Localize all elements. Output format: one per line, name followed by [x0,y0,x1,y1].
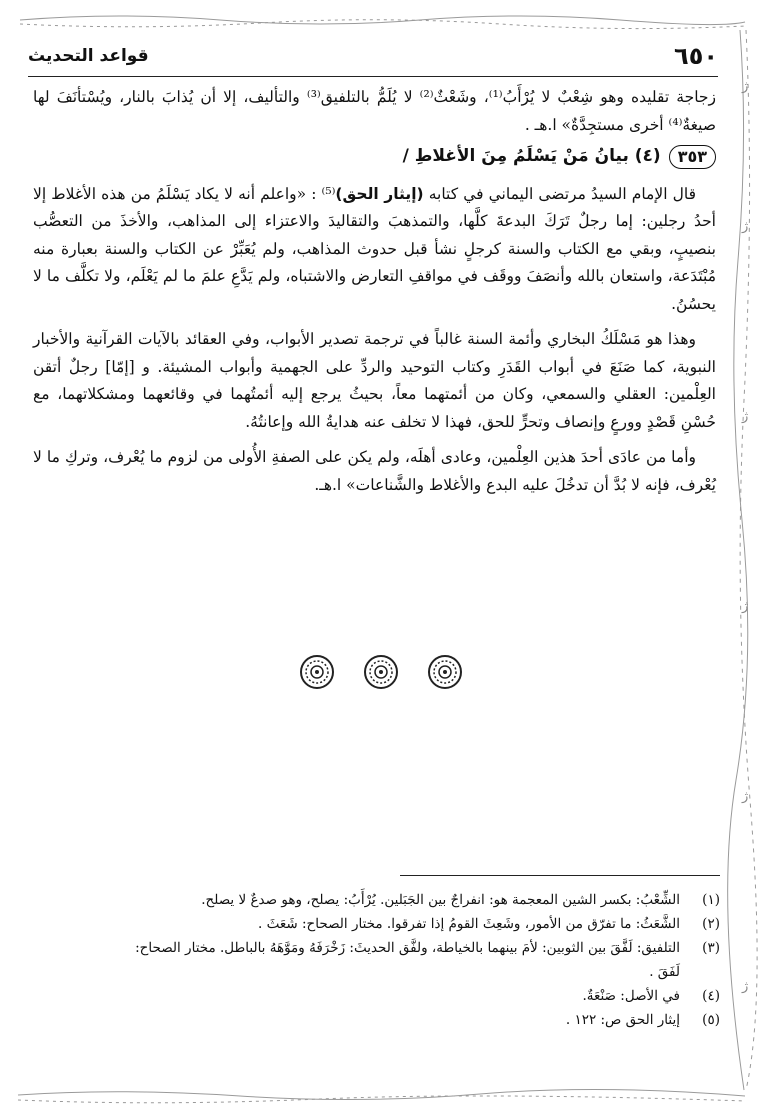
svg-text:ﮊ: ﮊ [742,409,749,424]
svg-text:ﮊ: ﮊ [742,979,749,994]
svg-text:ﮊ: ﮊ [742,79,749,94]
paragraph-3: وأما من عادَى أحدَ هذين العِلْمين، وعادى أهلَه، ولم يكن على الصفةِ الأُولى من لزوم ما يُعْرف، وتركِ ما لا يُعْرف، فإنه لا بُدَّ أن تدخُلَ عليه البدع والأغلاط والشَّناعات» ا.هـ. [33,448,716,494]
footnote-text: إيثار الحق ص: ١٢٢ . [565,1012,680,1028]
footnote-divider [400,875,720,876]
section-number-badge: ٣٥٣ [669,145,716,169]
ornament-row [0,654,761,690]
paragraph-1-start: قال الإمام السيدُ مرتضى اليماني في كتابه [428,184,697,203]
main-text [33,84,716,507]
section-heading [33,143,716,171]
footnote-number: (٤) [702,988,720,1004]
footnote-item [120,936,720,960]
footnote-text: في الأصل: صَنْعَةٌ. [582,988,680,1004]
book-title: (إيثار الحق) [335,184,424,203]
footnote-item [120,984,720,1008]
paragraph-2: وهذا هو مَسْلَكُ البخاري وأئمة السنة غالباً في ترجمة تصدير الأبواب، وفي العقائد بالآيات القرآنية والأخبار النبوية، كما صَنَعَ في أبواب القَدَرِ وكتاب التوحيد والردِّ على الجهمية وأبواب المشيئة. و [إمّا] رجلٌ أتقن العِلْمين: العقلي والسمعي، وكان من أئمتهما معاً، بحيثُ يرجع إليه أئمتُهما في وقائعهما ومشكلاتهما، مع حُسْنِ قَصْدٍ وورعٍ وإنصاف وتحرٍّ للحق، فهذا لا تخلف عنه هدايةُ الله وإعانتُهُ. [33,330,716,431]
footnote-number: (٣) [702,940,720,956]
footnote-text: الشَّعَثُ: ما تفرّق من الأمور، وشَعِثَ القومُ إذا تفرقوا. مختار الصحاح: شَعَثَ . [258,916,680,932]
footnote-continuation: لَفَقَ . [649,964,680,980]
page-header [28,36,718,77]
running-title: قواعد التحديث [28,46,149,66]
footnotes [120,888,720,1032]
svg-text:ﮊ: ﮊ [742,599,749,614]
rosette-ornament-icon [363,654,399,690]
page-number: ٦٥٠ [674,42,718,70]
rosette-ornament-icon [299,654,335,690]
footnote-number: (٥) [702,1012,720,1028]
footnote-text: التلفيق: لَفَّقَ بين الثوبين: لأمَ بينهما بالخياطة، ولفَّق الحديثَ: زَخْرَفَهُ ومَوَّهَهُ بالباطل. مختار الصحاح: [135,940,680,956]
rosette-ornament-icon [427,654,463,690]
paragraph-1 [33,181,716,319]
paragraph-1-rest: ⁽⁵⁾ : «واعلم أنه لا يكاد يَسْلَمُ من هذه الأغلاط إلا أحدُ رجلين: إما رجلٌ تَرَكَ البدعةَ كلَّها، والتمذهبَ والتقاليدَ والاعتزاء إلى المذاهب، والأخذَ من التعصُّب بنصيبٍ، وبقي مع الكتاب والسنة كرجلٍ نشأ قبل حدوث المذاهب، ولم يُعَبِّرْ عن الكتاب والسنة بعبارة منه مُبْتَدَعة، واستعان بالله وأنصَفَ ووقَف في مواقفِ التعارض والاشتباه، ولم يَدَّعِ علمَ ما لم يَعْلَم، ولا تكلَّف ما لا يحسُنُ. [33,184,716,313]
footnote-number: (١) [702,892,720,908]
svg-text:ﮊ: ﮊ [742,789,749,804]
footnote-text: الشِّعْبُ: بكسر الشين المعجمة هو: انفراجٌ بين الجَبَلين. يُرْأَبُ: يصلح، وهو صدعٌ لا يصلح. [201,892,680,908]
section-heading-text: (٤) بيانُ مَنْ يَسْلَمُ مِنَ الأغلاطِ / [402,146,661,166]
intro-paragraph: زجاجة تقليده وهو شِعْبٌ لا يُرْأَبُ⁽¹⁾، وشَعْثٌ⁽²⁾ لا يُلَمُّ بالتلفيق⁽³⁾ والتأليف، إلا أن يُذابَ بالنار، ويُسْتأنَفَ لها صيغةٌ⁽⁴⁾ أخرى مستجِدَّةٌ» ا.هـ . [33,88,716,134]
footnote-number: (٢) [702,916,720,932]
svg-text:ﮊ: ﮊ [742,219,749,234]
footnote-item [120,1008,720,1032]
footnote-item [120,888,720,912]
footnote-item [120,912,720,936]
